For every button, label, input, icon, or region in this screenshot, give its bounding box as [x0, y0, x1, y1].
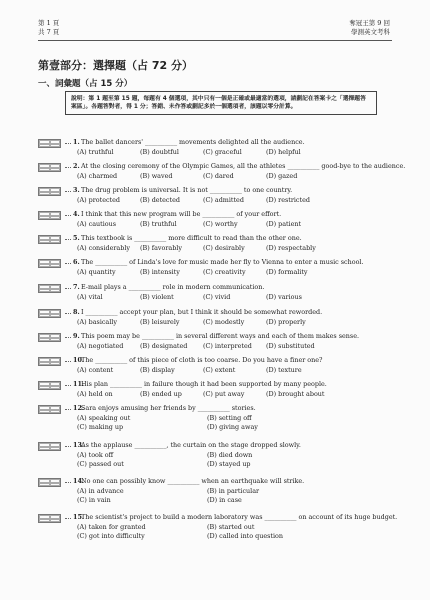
header-rule	[38, 40, 392, 41]
option-c: (C) admitted	[203, 196, 244, 204]
option-d: (D) brought about	[266, 390, 325, 398]
option-b: (B) ended up	[140, 390, 182, 398]
option-list	[77, 414, 337, 432]
option-c: (C) in vain	[77, 496, 111, 505]
option-c: (C) passed out	[77, 460, 124, 469]
option-a: (A) held on	[77, 390, 113, 398]
option-list	[77, 390, 329, 399]
leader-dots	[65, 167, 71, 168]
answer-tag-box	[38, 333, 61, 342]
option-c: (C) got into difficulty	[77, 532, 145, 541]
option-a: (A) speaking out	[77, 414, 131, 422]
option-a: (A) basically	[77, 318, 117, 326]
option-d: (D) substituted	[266, 342, 315, 350]
question-9	[38, 332, 359, 351]
leader-dots	[65, 385, 71, 386]
question-number: 2.	[73, 162, 80, 170]
leader-dots	[65, 191, 71, 192]
question-number: 13.	[73, 441, 85, 449]
question-number: 3.	[73, 186, 80, 194]
option-a: (A) considerably	[77, 244, 130, 252]
leader-dots	[65, 446, 71, 447]
answer-tag-box	[38, 187, 61, 196]
page-number: 第 1 頁	[38, 19, 60, 27]
question-2	[38, 162, 405, 181]
option-d: (D) called into question	[207, 532, 283, 541]
option-b: (B) started out	[207, 523, 255, 531]
question-stem: The ballet dancers' __________ movements delighted all the audience.	[81, 138, 305, 146]
leader-dots	[65, 409, 71, 410]
answer-tag-box	[38, 284, 61, 293]
option-d: (D) properly	[266, 318, 306, 326]
option-c: (C) graceful	[203, 148, 242, 156]
option-a: (A) vital	[77, 293, 103, 301]
leader-dots	[65, 143, 71, 144]
question-number: 11.	[73, 380, 85, 388]
page-number-block	[38, 19, 59, 36]
option-a: (A) protected	[77, 196, 120, 204]
option-a: (A) charmed	[77, 172, 118, 180]
option-a: (A) in advance	[77, 487, 124, 495]
option-c: (C) making up	[77, 423, 124, 432]
question-number: 1.	[73, 138, 80, 146]
question-3	[38, 186, 329, 205]
option-c: (C) extent	[203, 366, 236, 374]
question-stem: Sara enjoys amusing her friends by __________ stories.	[81, 404, 256, 412]
option-list	[77, 523, 337, 541]
answer-tag-box	[38, 259, 61, 268]
leader-dots	[65, 288, 71, 289]
option-d: (D) in case	[207, 496, 242, 505]
question-13	[38, 441, 337, 469]
answer-tag-box	[38, 309, 61, 318]
question-stem: As the applause __________, the curtain on the stage dropped slowly.	[81, 441, 301, 449]
option-list	[77, 244, 329, 253]
answer-tag-box	[38, 235, 61, 244]
option-list	[77, 342, 359, 351]
option-b: (B) waved	[140, 172, 173, 180]
leader-dots	[65, 263, 71, 264]
option-a: (A) taken for granted	[77, 523, 146, 531]
question-14	[38, 477, 337, 505]
question-number: 6.	[73, 258, 80, 266]
option-list	[77, 487, 337, 505]
question-stem: This textbook is __________ more difficult to read than the other one.	[81, 234, 302, 242]
option-list	[77, 366, 329, 375]
question-stem: E-mail plays a __________ role in modern communication.	[81, 283, 265, 291]
answer-tag-box	[38, 442, 61, 451]
question-6	[38, 258, 364, 277]
exam-info-block	[349, 19, 390, 36]
question-1	[38, 138, 329, 157]
question-8	[38, 308, 329, 327]
leader-dots	[65, 239, 71, 240]
option-b: (B) display	[140, 366, 175, 374]
option-a: (A) cautious	[77, 220, 116, 228]
option-a: (A) took off	[77, 451, 114, 459]
question-4	[38, 210, 329, 229]
option-b: (B) violent	[140, 293, 174, 301]
option-b: (B) favorably	[140, 244, 182, 252]
leader-dots	[65, 215, 71, 216]
question-stem: The scientist's project to build a modern laboratory was __________ on account of its huge budget.	[81, 513, 398, 521]
leader-dots	[65, 518, 71, 519]
question-12	[38, 404, 337, 432]
option-c: (C) creativity	[203, 268, 246, 276]
option-b: (B) setting off	[207, 414, 252, 422]
question-7	[38, 283, 329, 302]
question-5	[38, 234, 329, 253]
answer-tag-box	[38, 211, 61, 220]
option-c: (C) vivid	[203, 293, 231, 301]
instructions-box: 說明：第 1 題至第 15 題，每題有 4 個選項，其中只有一個是正確或最適當的選項，請劃記在答案卡之「選擇題答案區」。各題答對者，得 1 分；答錯、未作答或劃記多於一個選項者，該題以零分計算。	[65, 91, 377, 115]
option-d: (D) restricted	[266, 196, 310, 204]
question-stem: The drug problem is universal. It is not __________ to one country.	[81, 186, 293, 194]
option-list	[77, 268, 364, 277]
option-list	[77, 318, 329, 327]
option-list	[77, 451, 337, 469]
option-list	[77, 148, 329, 157]
exam-subject: 學測英文考科	[351, 27, 390, 36]
question-stem: I think that this new program will be __________ of your effort.	[81, 210, 282, 218]
answer-tag-box	[38, 514, 61, 523]
question-stem: His plan __________ in failure though it had been supported by many people.	[81, 380, 327, 388]
option-list	[77, 293, 329, 302]
question-number: 10.	[73, 356, 85, 364]
question-number: 5.	[73, 234, 80, 242]
option-d: (D) texture	[266, 366, 302, 374]
option-a: (A) negotiated	[77, 342, 124, 350]
option-b: (B) intensity	[140, 268, 180, 276]
option-b: (B) in particular	[207, 487, 260, 495]
answer-tag-box	[38, 357, 61, 366]
question-stem: This poem may be __________ in several different ways and each of them makes sense.	[81, 332, 360, 340]
option-d: (D) patient	[266, 220, 302, 228]
answer-tag-box	[38, 478, 61, 487]
option-d: (D) various	[266, 293, 302, 301]
option-b: (B) doubtful	[140, 148, 179, 156]
total-pages: 共 7 頁	[38, 27, 60, 36]
leader-dots	[65, 482, 71, 483]
question-10	[38, 356, 329, 375]
answer-tag-box	[38, 405, 61, 414]
leader-dots	[65, 313, 71, 314]
option-c: (C) desirably	[203, 244, 245, 252]
option-d: (D) helpful	[266, 148, 301, 156]
option-b: (B) detected	[140, 196, 180, 204]
option-d: (D) gazed	[266, 172, 298, 180]
option-b: (B) truthful	[140, 220, 177, 228]
option-a: (A) quantity	[77, 268, 116, 276]
option-list	[77, 172, 405, 181]
exam-series: 奪冠王第 9 回	[349, 19, 390, 27]
answer-tag-box	[38, 139, 61, 148]
option-b: (B) died down	[207, 451, 253, 459]
question-number: 8.	[73, 308, 80, 316]
question-number: 14.	[73, 477, 85, 485]
answer-tag-box	[38, 163, 61, 172]
question-number: 7.	[73, 283, 80, 291]
option-c: (C) worthy	[203, 220, 238, 228]
leader-dots	[65, 361, 71, 362]
section-title: 第壹部分：選擇題（占 72 分）	[38, 59, 193, 72]
option-a: (A) truthful	[77, 148, 114, 156]
option-c: (C) put away	[203, 390, 245, 398]
question-stem: The __________ of this piece of cloth is too coarse. Do you have a finer one?	[81, 356, 323, 364]
option-c: (C) dared	[203, 172, 234, 180]
option-d: (D) giving away	[207, 423, 258, 432]
option-b: (B) designated	[140, 342, 188, 350]
answer-tag-box	[38, 381, 61, 390]
question-number: 15.	[73, 513, 85, 521]
option-list	[77, 220, 329, 229]
question-11	[38, 380, 329, 399]
subsection-title: 一、詞彙題（占 15 分）	[38, 79, 133, 89]
question-15	[38, 513, 397, 541]
question-stem: The __________ of Linda's love for music made her fly to Vienna to enter a music school.	[81, 258, 364, 266]
question-number: 4.	[73, 210, 80, 218]
question-stem: At the closing ceremony of the Olympic Games, all the athletes __________ good-bye to the audience.	[81, 162, 406, 170]
leader-dots	[65, 337, 71, 338]
option-list	[77, 196, 329, 205]
question-number: 9.	[73, 332, 80, 340]
option-a: (A) content	[77, 366, 114, 374]
option-d: (D) respectably	[266, 244, 316, 252]
option-b: (B) leisurely	[140, 318, 180, 326]
question-number: 12.	[73, 404, 85, 412]
question-stem: No one can possibly know __________ when an earthquake will strike.	[81, 477, 305, 485]
question-stem: I __________ accept your plan, but I think it should be somewhat reworded.	[81, 308, 323, 316]
option-d: (D) formality	[266, 268, 308, 276]
option-d: (D) stayed up	[207, 460, 251, 469]
option-c: (C) modestly	[203, 318, 245, 326]
option-c: (C) interpreted	[203, 342, 252, 350]
